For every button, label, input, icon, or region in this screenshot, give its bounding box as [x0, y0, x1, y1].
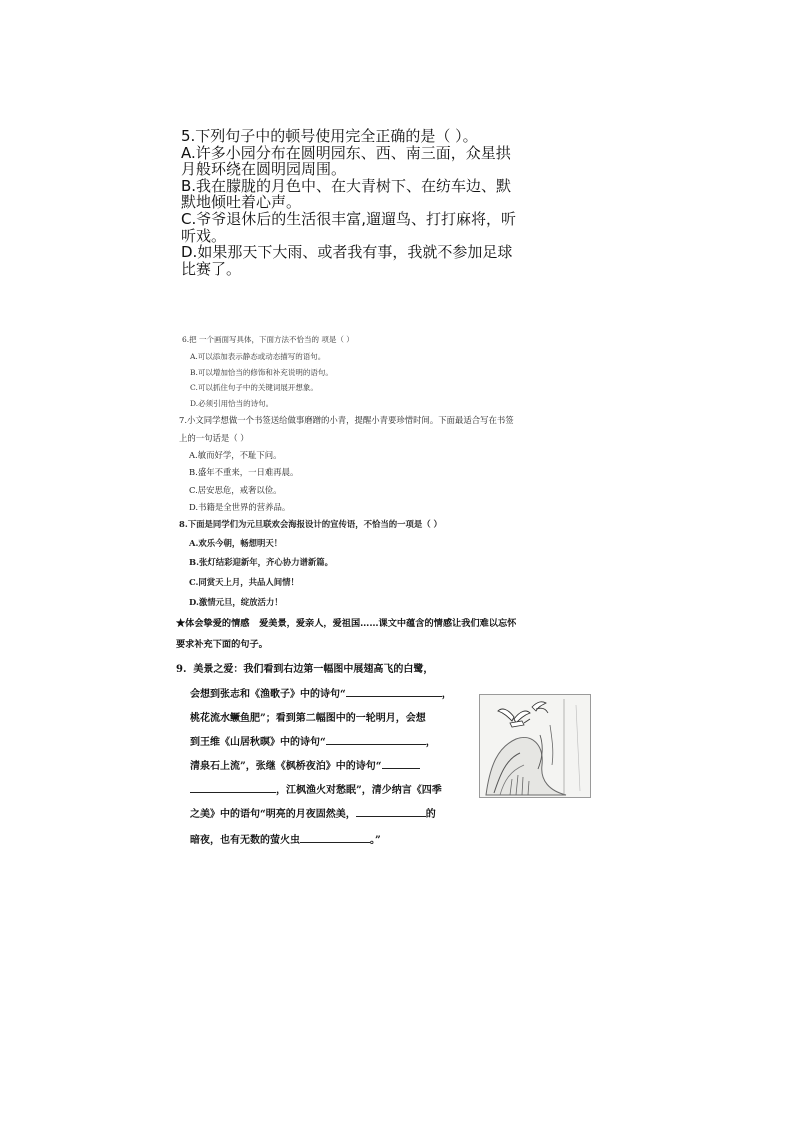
egret-drawing: [480, 695, 590, 797]
q6-stem: 6.把 一个画面写具体，下面方法不恰当的 项是（ ）: [182, 335, 354, 344]
q6-option-a: A.可以添加表示静态或动态描写的语句。: [190, 352, 326, 361]
q5-line: 默地倾吐着心声。: [181, 193, 302, 212]
section-title: ★体会挚爱的情感: [176, 618, 250, 629]
q9-text: 美景之爱：我们看到右边第一幅图中展翅高飞的白鹭，: [193, 664, 434, 675]
q9-line-7: [190, 805, 436, 820]
q7-option-c: C.居安思危，戒奢以俭。: [189, 485, 282, 495]
q5-line: 5.下列句子中的顿号使用完全正确的是（ ）。: [181, 127, 478, 145]
section-heading: [176, 615, 516, 629]
q9-line-4: [190, 733, 436, 748]
section-body-1: 爱美景，爱亲人，爱祖国……课文中蕴含的情感让我们难以忘怀: [259, 618, 517, 629]
question-5: [181, 128, 521, 277]
q9-text: 暗夜，也有无数的萤火虫: [190, 835, 300, 846]
q9-line-5: [190, 757, 420, 772]
q8-option-b: B.张灯结彩迎新年，齐心协力谱新篇。: [189, 557, 333, 567]
answer-blank[interactable]: [346, 687, 442, 697]
q9-text: 。”: [370, 835, 381, 846]
q9-text: 之美》中的语句“明亮的月夜固然美，: [190, 809, 356, 820]
q9-line-3: 桃花流水鳜鱼肥”；看到第二幅图中的一轮明月，会想: [190, 713, 426, 724]
answer-blank[interactable]: [190, 783, 276, 793]
q9-line-8: [190, 831, 381, 846]
answer-blank[interactable]: [326, 735, 426, 745]
q7-option-a: A.敏而好学，不耻下问。: [189, 450, 282, 460]
answer-blank[interactable]: [382, 759, 420, 769]
q9-line-6: [190, 781, 442, 796]
q9-line-2: [190, 685, 452, 700]
q9-text: 清泉石上流”，张继《枫桥夜泊》中的诗句“: [190, 761, 382, 772]
q5-line: 比赛了。: [181, 259, 242, 278]
q7-option-d: D.书籍是全世界的营养品。: [189, 502, 291, 512]
q9-line-1: [176, 660, 433, 675]
answer-blank[interactable]: [356, 807, 426, 817]
q9-text: 的: [425, 809, 436, 820]
answer-blank[interactable]: [300, 833, 370, 843]
q8-option-a: A.欢乐今朝，畅想明天！: [189, 538, 283, 548]
q9-text: 到王维《山居秋暝》中的诗句“: [190, 737, 326, 748]
q6-option-b: B.可以增加恰当的修饰和补充说明的语句。: [190, 368, 333, 377]
q7-option-b: B.盛年不重来，一日难再晨。: [189, 467, 299, 477]
q6-option-d: D.必须引用恰当的诗句。: [190, 399, 274, 408]
q7-stem-2: 上的一句话是（ ）: [179, 433, 249, 443]
q9-text: ，江枫渔火对愁眠”，清少纳言《四季: [276, 785, 442, 796]
q9-number: 9.: [176, 664, 187, 675]
q9-text: ，: [441, 689, 452, 700]
q5-line: 月般环绕在圆明园周围。: [181, 160, 347, 179]
q5-line: D.如果那天下大雨、或者我有事，我就不参加足球: [181, 243, 513, 262]
egret-illustration: [479, 694, 591, 798]
q5-line: C.爷爷退休后的生活很丰富,遛遛鸟、打打麻将，听: [181, 209, 517, 228]
q6-option-c: C.可以抓住句子中的关键词展开想象。: [190, 383, 318, 392]
section-body-2: 要求补充下面的句子。: [176, 639, 268, 650]
q9-text: ，: [425, 737, 436, 748]
q8-option-c: C.同赏天上月，共品人间情！: [189, 577, 299, 587]
q8-option-d: D.激情元旦，绽放活力！: [189, 597, 283, 607]
q9-text: 会想到张志和《渔歌子》中的诗句“: [190, 689, 346, 700]
q5-line: 听戏。: [181, 226, 227, 245]
q7-stem-1: 7.小文同学想做一个书签送给做事磨蹭的小青，提醒小青要珍惜时间。下面最适合写在书签: [179, 415, 514, 425]
q8-stem: 8.下面是同学们为元旦联欢会海报设计的宣传语，不恰当的一项是（ ）: [179, 519, 442, 529]
q5-line: B.我在朦胧的月色中、在大青树下、在纺车边、默: [181, 176, 512, 195]
q5-line: A.许多小园分布在圆明园东、西、南三面，众星拱: [181, 143, 511, 162]
